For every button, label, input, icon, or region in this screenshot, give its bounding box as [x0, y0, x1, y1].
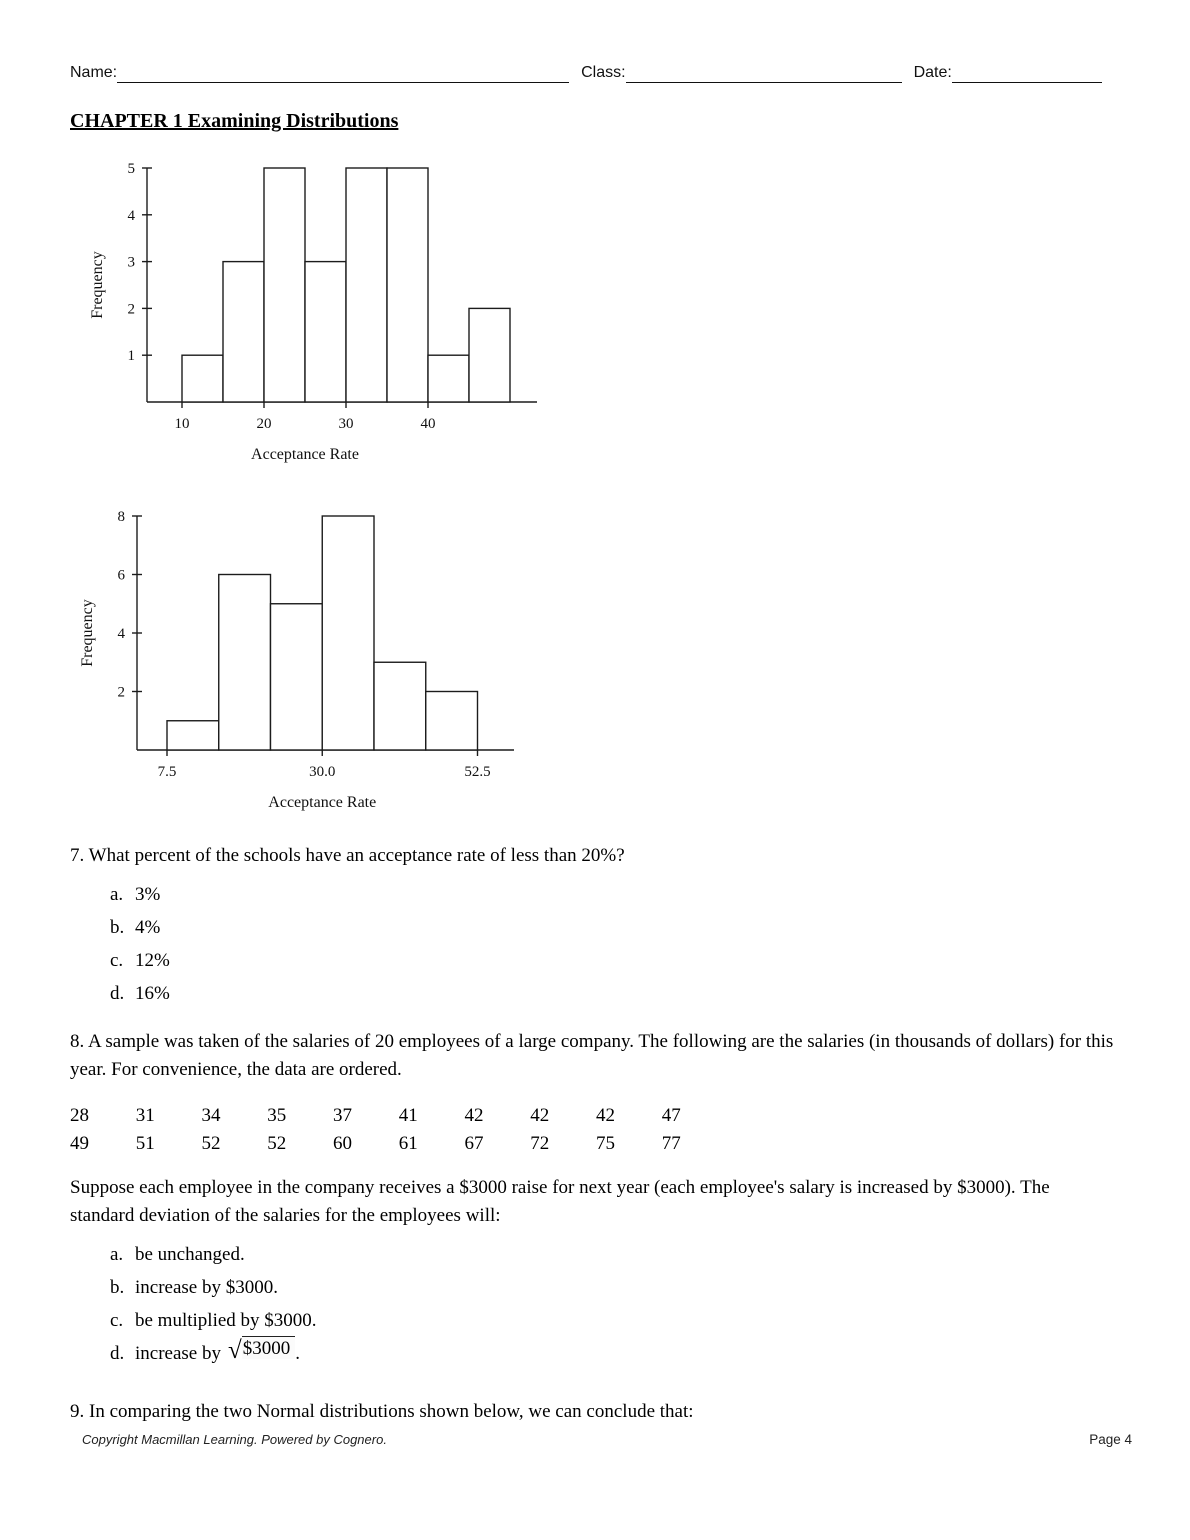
choice-d-prefix: increase by: [135, 1343, 221, 1364]
y-tick-label: 4: [127, 207, 135, 224]
salary-value: 52: [201, 1133, 221, 1154]
salary-value: 61: [398, 1133, 418, 1154]
salary-value: 28: [70, 1105, 89, 1126]
choice-text: [135, 1337, 300, 1364]
choice-letter: c.: [110, 950, 124, 971]
histogram-1-svg: [82, 150, 562, 472]
y-tick-label: 2: [127, 301, 135, 318]
y-axis-label: Frequency: [89, 251, 106, 319]
histogram-bar: [428, 355, 469, 402]
histogram-acceptance-rate-2: [72, 498, 552, 825]
choice-letter: d.: [110, 983, 125, 1004]
question-9-number: 9.: [70, 1401, 85, 1422]
salary-value: 34: [201, 1105, 221, 1126]
name-blank-line[interactable]: [117, 64, 569, 83]
salary-value: 42: [596, 1105, 615, 1126]
histogram-bar: [305, 262, 346, 402]
y-tick-label: 1: [127, 348, 135, 365]
histogram-acceptance-rate-1: [82, 150, 562, 477]
salary-value: 42: [464, 1105, 484, 1126]
choice-a[interactable]: [110, 878, 1130, 911]
question-7: [70, 842, 1130, 1010]
histogram-bar: [322, 516, 374, 750]
x-axis-label: Acceptance Rate: [251, 446, 359, 463]
x-tick-label: 10: [174, 416, 190, 432]
radicand: $3000: [242, 1336, 296, 1359]
x-tick-label: 30.0: [309, 764, 336, 780]
x-tick-label: 7.5: [157, 764, 177, 780]
choice-letter: a.: [110, 884, 124, 905]
question-9-text: [70, 1398, 1130, 1426]
choice-letter: b.: [110, 917, 125, 938]
choice-b[interactable]: [110, 911, 1130, 944]
date-blank-line[interactable]: [952, 64, 1102, 83]
salary-value: 35: [267, 1105, 287, 1126]
choice-letter: a.: [110, 1244, 124, 1265]
salary-value: 60: [333, 1133, 352, 1154]
date-label: Date:: [913, 64, 952, 81]
class-blank-line[interactable]: [626, 64, 902, 83]
y-tick-label: 2: [117, 684, 125, 701]
histogram-bar: [271, 604, 323, 750]
question-7-text: [70, 842, 1130, 870]
histogram-bar: [223, 262, 264, 402]
choice-letter: b.: [110, 1277, 125, 1298]
choice-text: 4%: [135, 917, 161, 938]
salary-row-2: [70, 1130, 1128, 1158]
salary-value: 42: [530, 1105, 550, 1126]
salary-value: 75: [596, 1133, 615, 1154]
histogram-bar: [346, 168, 387, 402]
y-tick-label: 5: [127, 161, 135, 177]
name-label: Name:: [70, 64, 118, 81]
choice-letter: d.: [110, 1343, 125, 1364]
choice-d[interactable]: [110, 977, 1130, 1010]
footer: [82, 1432, 1132, 1447]
salary-value: 52: [267, 1133, 287, 1154]
question-7-stem: What percent of the schools have an acceptance rate of less than 20%?: [88, 845, 625, 866]
choice-c[interactable]: [110, 944, 1130, 977]
page-number: Page 4: [1089, 1432, 1132, 1447]
choice-text: 3%: [135, 884, 161, 905]
copyright-text: Copyright Macmillan Learning. Powered by Cognero.: [82, 1432, 387, 1447]
salary-value: 31: [135, 1105, 155, 1126]
salary-value: 37: [333, 1105, 352, 1126]
y-tick-label: 8: [117, 509, 125, 525]
choice-letter: c.: [110, 1310, 124, 1331]
histogram-bar: [374, 662, 426, 750]
x-tick-label: 52.5: [464, 764, 491, 780]
radical-icon: √: [227, 1337, 242, 1364]
x-tick-label: 20: [256, 416, 272, 432]
salary-value: 49: [70, 1133, 89, 1154]
choice-d[interactable]: [110, 1337, 1128, 1372]
salary-data-table: [70, 1102, 1128, 1158]
sqrt-expression: [228, 1332, 295, 1367]
question-8-number: 8.: [70, 1031, 85, 1052]
question-9: [70, 1398, 1130, 1426]
question-7-choices: [110, 878, 1130, 1010]
chapter-title: CHAPTER 1 Examining Distributions: [70, 110, 399, 132]
x-tick-label: 40: [420, 416, 436, 432]
y-tick-label: 3: [127, 254, 135, 271]
question-8-text: [70, 1028, 1128, 1084]
class-label: Class:: [581, 64, 626, 81]
histogram-bar: [387, 168, 428, 402]
question-7-number: 7.: [70, 845, 85, 866]
choice-d-suffix: .: [295, 1343, 300, 1364]
choice-text: increase by $3000.: [135, 1277, 278, 1298]
x-tick-label: 30: [338, 416, 354, 432]
salary-value: 67: [464, 1133, 484, 1154]
x-axis-label: Acceptance Rate: [268, 794, 377, 811]
question-9-stem: In comparing the two Normal distributions shown below, we can conclude that:: [89, 1401, 694, 1422]
choice-a[interactable]: [110, 1238, 1128, 1271]
histogram-bar: [219, 575, 271, 751]
salary-value: 77: [661, 1133, 681, 1154]
header: [70, 64, 1102, 83]
y-tick-label: 4: [117, 626, 125, 642]
histogram-bar: [426, 692, 478, 751]
salary-row-1: [70, 1102, 1128, 1130]
salary-value: 47: [661, 1105, 681, 1126]
choice-text: 16%: [135, 983, 170, 1004]
salary-value: 41: [398, 1105, 418, 1126]
histogram-bar: [182, 355, 223, 402]
choice-text: be multiplied by $3000.: [135, 1310, 317, 1331]
histogram-bar: [469, 308, 510, 402]
histogram-2-svg: [72, 498, 552, 820]
choice-b[interactable]: [110, 1271, 1128, 1304]
y-axis-label: Frequency: [79, 599, 96, 667]
histogram-bar: [264, 168, 305, 402]
question-8: [70, 1028, 1128, 1372]
choice-text: be unchanged.: [135, 1244, 245, 1265]
question-8-prompt: Suppose each employee in the company receives a $3000 raise for next year (each employee's salary is increased by $3000). The standard deviation of the salaries for the employees will:: [70, 1177, 1050, 1226]
choice-text: 12%: [135, 950, 170, 971]
histogram-bar: [167, 721, 219, 750]
y-tick-label: 6: [117, 567, 125, 584]
question-8-stem: A sample was taken of the salaries of 20 employees of a large company. The following are the salaries (in thousands of dollars) for this year. For convenience, the data are ordered.: [70, 1031, 1114, 1080]
salary-value: 72: [530, 1133, 550, 1154]
salary-value: 51: [135, 1133, 155, 1154]
question-8-choices: [110, 1238, 1128, 1372]
